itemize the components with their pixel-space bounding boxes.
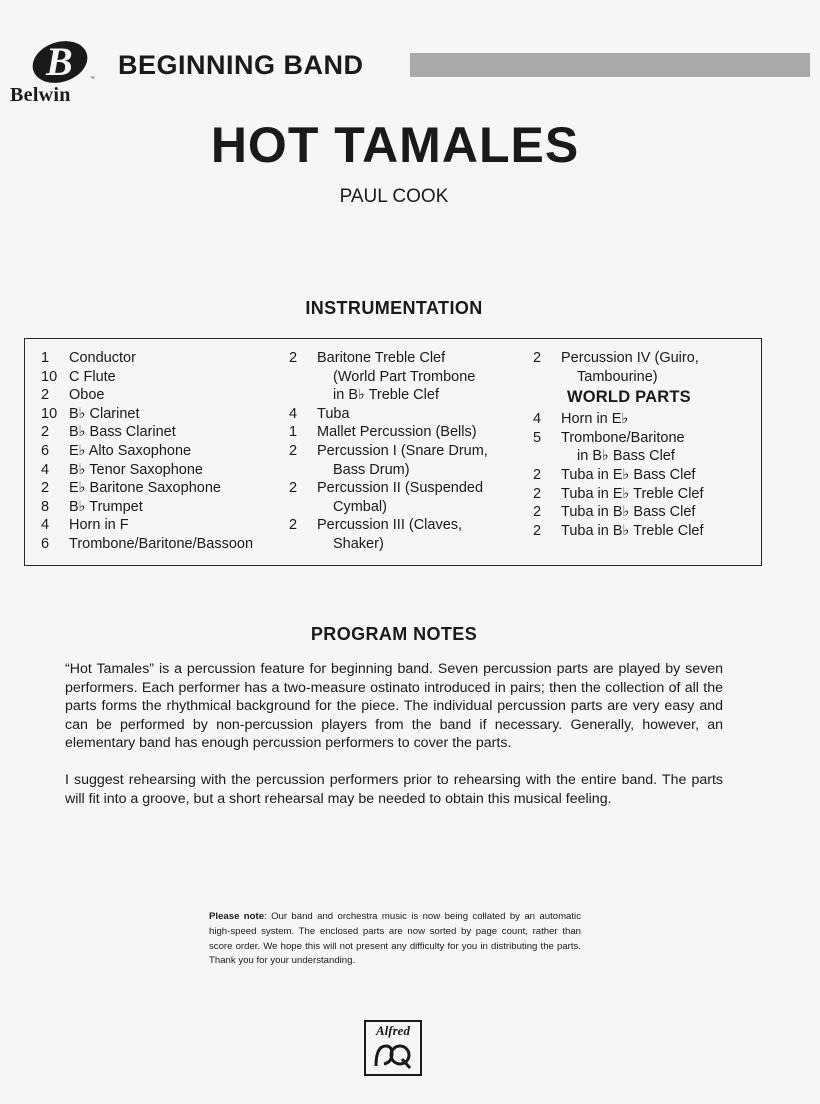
belwin-logo: [10, 38, 110, 110]
instrument-name: Tuba in E♭ Bass Clef: [561, 466, 696, 483]
instrument-name: Conductor: [69, 350, 136, 366]
instrument-column-1: [41, 349, 253, 554]
instrument-name: Trombone/Baritone: [561, 429, 685, 446]
instrument-column-2: [289, 349, 488, 554]
instrument-quantity: 2: [289, 442, 298, 459]
instrument-name: Trombone/Baritone/Bassoon: [69, 535, 254, 552]
instrument-quantity: 2: [41, 424, 50, 441]
instrument-quantity: 6: [41, 535, 50, 552]
instrument-name: Shaker): [333, 535, 384, 552]
instrument-quantity: 1: [41, 350, 50, 366]
instrumentation-box: [24, 338, 762, 566]
instrument-name: Oboe: [69, 387, 105, 404]
alfred-logo: [364, 1020, 422, 1076]
instrument-entry: [41, 498, 253, 517]
instrument-quantity: 2: [41, 480, 50, 497]
program-notes-paragraph-1: “Hot Tamales” is a percussion feature for beginning band. Seven percussion parts are played by seven performers. Each performer has a two-measure ostinato introduced in pairs; then the collection of all the parts forms the rhythmical background for the piece. The individual percussion parts are very easy and can be performed by non-percussion players from the band if necessary. Generally, however, an elementary band has enough percussion performers to cover the parts.: [65, 661, 723, 752]
instrument-list-top: [533, 349, 704, 386]
program-notes-paragraph-2: I suggest rehearsing with the percussion performers prior to rehearsing with the entire band. The parts will fit into a groove, but a short rehearsal may be needed to obtain this musical feeling.: [65, 772, 723, 807]
instrument-entry: [289, 349, 488, 405]
instrument-entry: [289, 479, 488, 516]
instrument-entry: [533, 466, 704, 485]
instrument-quantity: 6: [41, 442, 50, 459]
instrument-quantity: 4: [41, 461, 50, 478]
instrumentation-heading: INSTRUMENTATION: [305, 298, 483, 318]
instrument-entry: [41, 442, 253, 461]
instrument-quantity: [289, 498, 317, 517]
note-label: Please note: [209, 911, 265, 922]
instrument-name: B♭ Tenor Saxophone: [69, 461, 203, 478]
alfred-wordmark: Alfred: [376, 1023, 410, 1038]
world-parts-heading: WORLD PARTS: [567, 388, 691, 407]
instrument-quantity: [289, 386, 317, 405]
instrument-entry: [533, 429, 704, 466]
instrument-quantity: 2: [289, 517, 298, 534]
program-notes-heading: PROGRAM NOTES: [310, 624, 478, 644]
instrument-name: Tuba in E♭ Treble Clef: [561, 485, 704, 502]
instrument-entry: [289, 516, 488, 553]
instrument-quantity: 2: [533, 522, 542, 539]
instrument-name: Mallet Percussion (Bells): [317, 424, 477, 441]
instrument-quantity: 2: [289, 480, 298, 497]
instrument-entry: [41, 516, 253, 535]
instrument-name: Tuba: [317, 405, 350, 422]
instrument-quantity: 10: [41, 405, 58, 422]
instrument-entry: [289, 423, 488, 442]
belwin-b-mark-icon: B: [46, 39, 73, 84]
instrument-name: B♭ Bass Clarinet: [69, 424, 176, 441]
instrument-entry: [533, 349, 704, 386]
instrument-quantity: 2: [533, 504, 542, 521]
instrument-quantity: 5: [533, 429, 542, 446]
world-parts-list: [533, 410, 704, 540]
instrument-name: Percussion II (Suspended: [317, 480, 484, 497]
instrument-name: Bass Drum): [333, 461, 410, 478]
instrument-quantity: [533, 447, 561, 466]
trademark-mark: ™: [90, 76, 95, 82]
instrument-quantity: 1: [289, 424, 298, 441]
instrument-quantity: [533, 368, 561, 387]
instrument-quantity: [289, 461, 317, 480]
instrument-quantity: 10: [41, 368, 58, 385]
instrument-entry: [289, 405, 488, 424]
instrument-name: (World Part Trombone: [333, 368, 476, 385]
instrument-quantity: 4: [41, 517, 50, 534]
alfred-emblem-icon: [372, 1040, 414, 1070]
instrument-entry: [533, 410, 704, 429]
instrument-quantity: 2: [289, 350, 298, 366]
instrument-name: Horn in E♭: [561, 411, 629, 428]
instrument-name: Tambourine): [577, 368, 658, 385]
instrument-name: Tuba in B♭ Treble Clef: [561, 522, 704, 539]
instrument-name: B♭ Clarinet: [69, 405, 140, 422]
instrument-entry: [41, 368, 253, 387]
instrument-entry: [289, 442, 488, 479]
instrument-entry: [41, 479, 253, 498]
instrument-quantity: 8: [41, 498, 50, 515]
instrument-name: Cymbal): [333, 498, 387, 515]
instrument-quantity: 2: [41, 387, 50, 404]
instrument-entry: [41, 423, 253, 442]
instrument-quantity: 2: [533, 350, 542, 366]
composer-name: PAUL COOK: [339, 186, 449, 207]
instrument-name: in B♭ Bass Clef: [577, 448, 675, 465]
instrument-entry: [41, 349, 253, 368]
instrument-name: Horn in F: [69, 517, 129, 534]
brand-name: Belwin: [10, 84, 71, 106]
instrument-entry: [533, 503, 704, 522]
instrument-entry: [41, 535, 253, 554]
instrument-entry: [41, 386, 253, 405]
instrument-entry: [41, 461, 253, 480]
instrument-name: Percussion I (Snare Drum,: [317, 442, 488, 459]
instrument-name: in B♭ Treble Clef: [333, 387, 439, 404]
note-text: : Our band and orchestra music is now being collated by an automatic high-speed system. The enclosed parts are now sorted by page count, rather than score order. We hope this will not present any difficulty for you in distributing the parts. Thank you for your understanding.: [209, 911, 581, 967]
instrument-quantity: 2: [533, 485, 542, 502]
instrument-quantity: [289, 535, 317, 554]
piece-title: HOT TAMALES: [210, 117, 580, 173]
instrument-name: E♭ Baritone Saxophone: [69, 480, 221, 497]
instrument-entry: [533, 522, 704, 541]
instrument-quantity: 4: [533, 411, 542, 428]
instrument-quantity: [289, 368, 317, 387]
instrument-name: B♭ Trumpet: [69, 498, 143, 515]
instrument-quantity: 2: [533, 466, 542, 483]
instrument-quantity: 4: [289, 405, 298, 422]
instrument-name: Percussion III (Claves,: [317, 517, 463, 534]
instrument-name: C Flute: [69, 368, 116, 385]
instrument-name: Percussion IV (Guiro,: [561, 350, 699, 366]
instrument-name: Tuba in B♭ Bass Clef: [561, 504, 696, 521]
series-rule: [410, 53, 810, 77]
collation-note: [209, 910, 581, 969]
instrument-name: Baritone Treble Clef: [317, 350, 446, 366]
instrument-column-3: [533, 349, 704, 540]
instrument-entry: [41, 405, 253, 424]
instrument-entry: [533, 485, 704, 504]
series-title: BEGINNING BAND: [118, 50, 364, 80]
instrument-name: E♭ Alto Saxophone: [69, 442, 192, 459]
